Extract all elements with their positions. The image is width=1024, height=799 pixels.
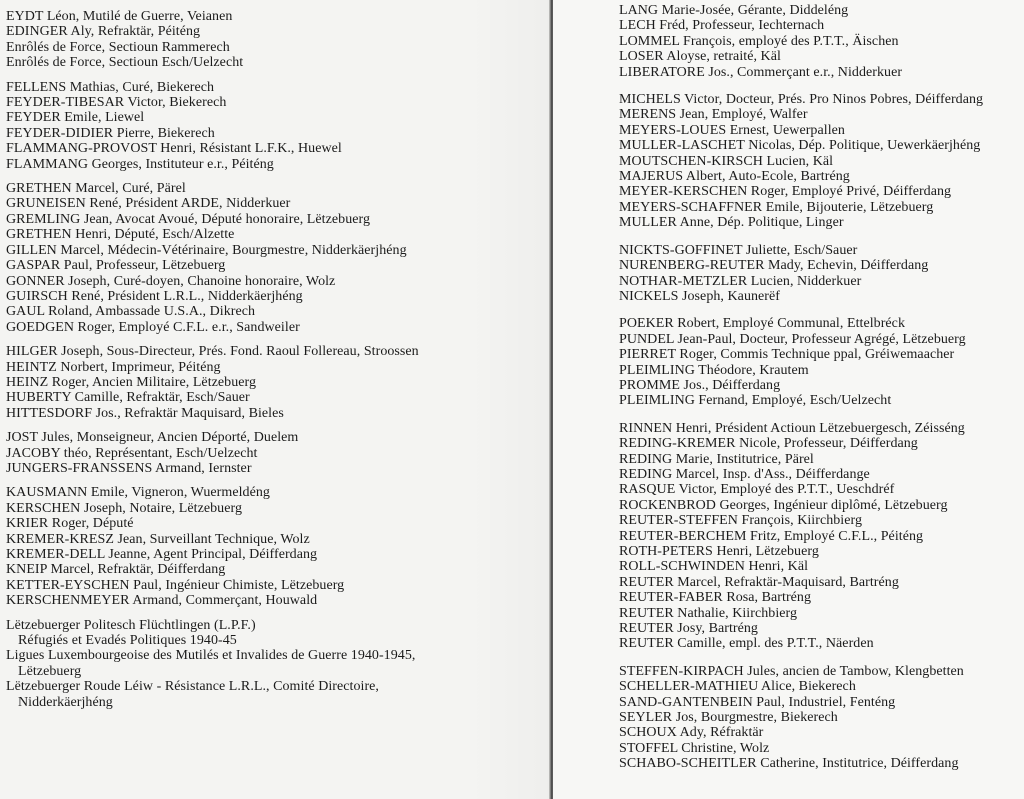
list-entry: HITTESDORF Jos., Refraktär Maquisard, Bieles	[6, 405, 284, 421]
list-entry: GRETHEN Marcel, Curé, Pärel	[6, 181, 186, 197]
list-entry: SCHELLER-MATHIEU Alice, Biekerech	[619, 679, 856, 695]
entry-group	[6, 80, 419, 172]
list-entry: LOMMEL François, employé des P.T.T., Äischen	[619, 33, 899, 49]
right-column	[619, 0, 983, 772]
list-entry: EDINGER Aly, Refraktär, Péiténg	[6, 24, 201, 40]
list-entry: REDING Marie, Institutrice, Pärel	[619, 451, 814, 467]
list-entry: KAUSMANN Emile, Vigneron, Wuermeldéng	[6, 485, 270, 501]
entry-group	[619, 92, 983, 231]
right-page	[553, 0, 1024, 799]
list-entry: Enrôlés de Force, Sectioun Esch/Uelzecht	[6, 55, 244, 71]
list-entry: Lëtzebuerger Politesch Flüchtlingen (L.P.F.)	[6, 617, 256, 633]
list-entry: KREMER-KRESZ Jean, Surveillant Technique, Wolz	[6, 531, 310, 547]
list-entry: NOTHAR-METZLER Lucien, Nidderkuer	[619, 273, 862, 289]
list-entry: PIERRET Roger, Commis Technique ppal, Gréiwemaacher	[619, 347, 955, 363]
list-entry: KERSCHEN Joseph, Notaire, Lëtzebuerg	[6, 500, 242, 516]
list-entry: SAND-GANTENBEIN Paul, Industriel, Fenténg	[619, 694, 896, 710]
list-entry: PUNDEL Jean-Paul, Docteur, Professeur Agrégé, Lëtzebuerg	[619, 331, 966, 347]
list-entry: MULLER-LASCHET Nicolas, Dép. Politique, Uewerkäerjhéng	[619, 138, 981, 154]
list-entry: REDING-KREMER Nicole, Professeur, Déifferdang	[619, 436, 918, 452]
list-entry: REUTER-FABER Rosa, Bartréng	[619, 590, 812, 606]
list-entry: REUTER Marcel, Refraktär-Maquisard, Bartréng	[619, 574, 899, 590]
list-entry: EYDT Léon, Mutilé de Guerre, Veianen	[6, 9, 233, 24]
list-entry: REUTER-STEFFEN François, Kiirchbierg	[619, 513, 863, 529]
list-entry: MOUTSCHEN-KIRSCH Lucien, Käl	[619, 153, 834, 169]
entry-group	[619, 243, 983, 305]
list-entry: KREMER-DELL Jeanne, Agent Principal, Déifferdang	[6, 547, 318, 562]
list-entry: REUTER Josy, Bartréng	[619, 621, 758, 637]
list-entry: REUTER Nathalie, Kiirchbierg	[619, 605, 798, 621]
list-entry: FEYDER Emile, Liewel	[6, 110, 145, 126]
list-entry: NICKELS Joseph, Kaunerëf	[619, 288, 780, 304]
entry-group	[619, 664, 983, 772]
list-entry: JOST Jules, Monseigneur, Ancien Déporté, Duelem	[6, 430, 299, 446]
list-entry: MERENS Jean, Employé, Walfer	[619, 107, 808, 123]
list-entry: MICHELS Victor, Docteur, Prés. Pro Ninos Pobres, Déifferdang	[619, 92, 984, 108]
list-entry: PROMME Jos., Déifferdang	[619, 377, 781, 393]
list-entry: Ligues Luxembourgeoise des Mutilés et Invalides de Guerre 1940-1945,	[6, 648, 416, 664]
list-entry: Nidderkäerjhéng	[18, 694, 113, 710]
list-entry: MEYERS-SCHAFFNER Emile, Bijouterie, Lëtzebuerg	[619, 199, 934, 215]
list-entry: FLAMMANG Georges, Instituteur e.r., Péiténg	[6, 156, 274, 172]
list-entry: FEYDER-DIDIER Pierre, Biekerech	[6, 125, 215, 141]
list-entry: ROLL-SCHWINDEN Henri, Käl	[619, 559, 809, 575]
list-entry: NURENBERG-REUTER Mady, Echevin, Déifferdang	[619, 258, 929, 274]
entry-group	[6, 485, 419, 608]
list-entry: RINNEN Henri, Président Actioun Lëtzebuergesch, Zéisséng	[619, 420, 965, 436]
list-entry: REDING Marcel, Insp. d'Ass., Déifferdange	[619, 466, 870, 482]
list-entry: KRIER Roger, Député	[6, 516, 134, 532]
entry-group	[619, 421, 983, 652]
list-entry: ROCKENBROD Georges, Ingénieur diplômé, Lëtzebuerg	[619, 497, 948, 513]
list-entry: PLEIMLING Fernand, Employé, Esch/Uelzecht	[619, 393, 892, 409]
list-entry: MEYER-KERSCHEN Roger, Employé Privé, Déifferdang	[619, 184, 952, 200]
list-entry: MULLER Anne, Dép. Politique, Linger	[619, 215, 844, 231]
list-entry: KNEIP Marcel, Refraktär, Déifferdang	[6, 562, 226, 578]
list-entry: KETTER-EYSCHEN Paul, Ingénieur Chimiste, Lëtzebuerg	[6, 577, 345, 593]
list-entry: RASQUE Victor, Employé des P.T.T., Ueschdréf	[619, 482, 895, 498]
list-entry: STEFFEN-KIRPACH Jules, ancien de Tambow, Klengbetten	[619, 663, 964, 679]
list-entry: ROTH-PETERS Henri, Lëtzebuerg	[619, 544, 819, 559]
list-entry: REUTER Camille, empl. des P.T.T., Näerden	[619, 636, 874, 652]
list-entry: Réfugiés et Evadés Politiques 1940-45	[18, 633, 237, 649]
list-entry: POEKER Robert, Employé Communal, Ettelbréck	[619, 316, 905, 332]
list-entry: GUIRSCH René, Président L.R.L., Nidderkäerjhéng	[6, 288, 303, 304]
list-entry: STOFFEL Christine, Wolz	[619, 740, 770, 756]
list-entry: SEYLER Jos, Bourgmestre, Biekerech	[619, 710, 838, 726]
list-entry: GONNER Joseph, Curé-doyen, Chanoine honoraire, Wolz	[6, 273, 336, 289]
list-entry: HEINZ Roger, Ancien Militaire, Lëtzebuerg	[6, 374, 257, 390]
list-entry: GILLEN Marcel, Médecin-Vétérinaire, Bourgmestre, Nidderkäerjhéng	[6, 242, 407, 258]
list-entry: Enrôlés de Force, Sectioun Rammerech	[6, 39, 230, 55]
list-entry: KERSCHENMEYER Armand, Commerçant, Houwald	[6, 593, 318, 609]
entry-group	[619, 3, 983, 80]
bleed-through-shadow	[468, 0, 550, 799]
list-entry: GREMLING Jean, Avocat Avoué, Député honoraire, Lëtzebuerg	[6, 211, 371, 227]
list-entry: LIBERATORE Jos., Commerçant e.r., Nidderkuer	[619, 64, 903, 80]
list-entry: LOSER Aloyse, retraité, Käl	[619, 49, 781, 65]
entry-group	[6, 618, 419, 710]
list-entry: MEYERS-LOUES Ernest, Uewerpallen	[619, 122, 845, 138]
list-entry: SCHOUX Ady, Réfraktär	[619, 725, 764, 741]
entry-group	[6, 181, 419, 335]
list-entry: JUNGERS-FRANSSENS Armand, Iernster	[6, 460, 252, 476]
list-entry: HILGER Joseph, Sous-Directeur, Prés. Fond. Raoul Follereau, Stroossen	[6, 344, 419, 360]
list-entry: GASPAR Paul, Professeur, Lëtzebuerg	[6, 258, 226, 274]
list-entry: SCHABO-SCHEITLER Catherine, Institutrice, Déifferdang	[619, 756, 959, 772]
list-entry: GOEDGEN Roger, Employé C.F.L. e.r., Sandweiler	[6, 319, 300, 335]
entry-group	[6, 430, 419, 476]
list-entry: FLAMMANG-PROVOST Henri, Résistant L.F.K., Huewel	[6, 141, 342, 157]
list-entry: Lëtzebuerg	[18, 663, 82, 679]
list-entry: LANG Marie-Josée, Gérante, Diddeléng	[619, 3, 849, 18]
list-entry: FEYDER-TIBESAR Victor, Biekerech	[6, 95, 227, 111]
list-entry: HEINTZ Norbert, Imprimeur, Péiténg	[6, 359, 221, 375]
list-entry: GRUNEISEN René, Président ARDE, Nidderkuer	[6, 196, 291, 212]
list-entry: HUBERTY Camille, Refraktär, Esch/Sauer	[6, 390, 250, 406]
list-entry: GAUL Roland, Ambassade U.S.A., Dikrech	[6, 304, 256, 320]
entry-group	[619, 316, 983, 408]
list-entry: MAJERUS Albert, Auto-Ecole, Bartréng	[619, 169, 850, 185]
entry-group	[6, 344, 419, 421]
list-entry: PLEIMLING Théodore, Krautem	[619, 362, 809, 378]
left-column	[6, 0, 419, 710]
list-entry: JACOBY théo, Représentant, Esch/Uelzecht	[6, 445, 258, 461]
list-entry: FELLENS Mathias, Curé, Biekerech	[6, 79, 215, 95]
list-entry: REUTER-BERCHEM Fritz, Employé C.F.L., Péiténg	[619, 528, 924, 544]
list-entry: Lëtzebuerger Roude Léiw - Résistance L.R.L., Comité Directoire,	[6, 679, 379, 695]
list-entry: NICKTS-GOFFINET Juliette, Esch/Sauer	[619, 242, 858, 258]
list-entry: LECH Fréd, Professeur, Iechternach	[619, 18, 825, 34]
list-entry: GRETHEN Henri, Député, Esch/Alzette	[6, 227, 235, 243]
entry-group	[6, 9, 419, 71]
